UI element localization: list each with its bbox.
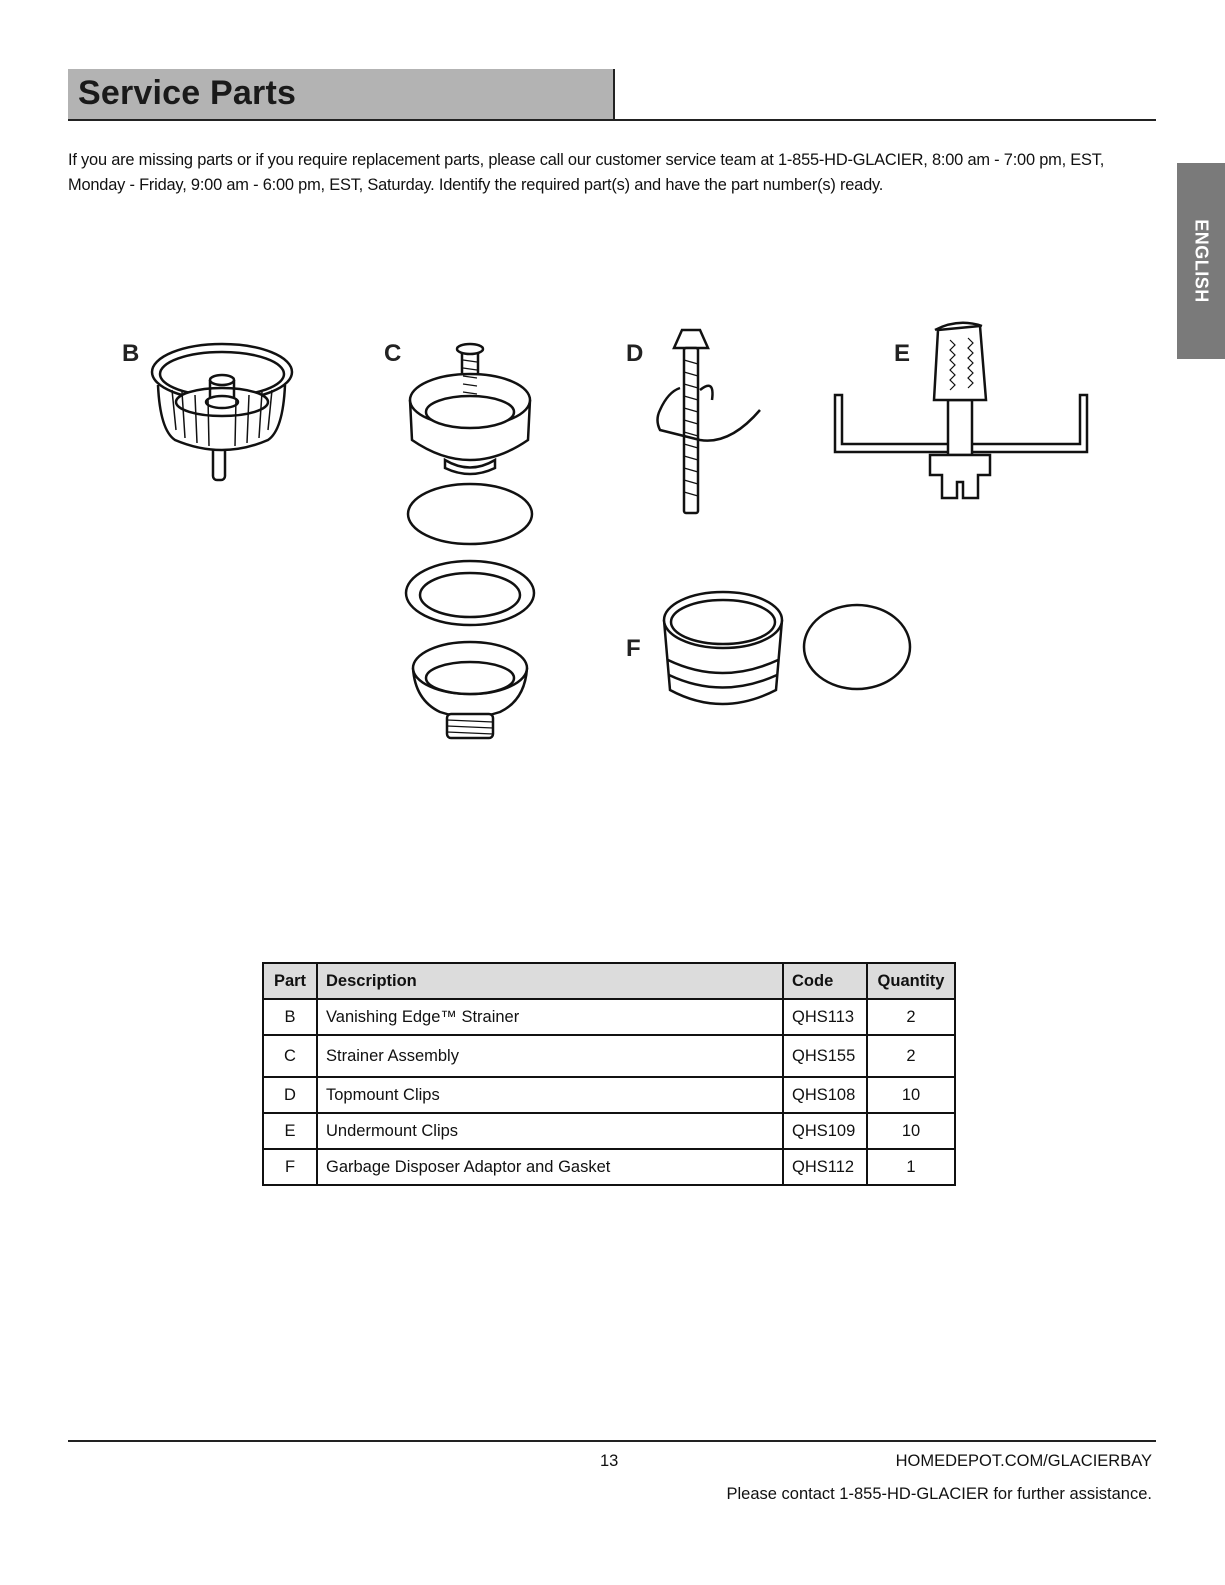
cell-code: QHS155	[783, 1035, 867, 1077]
intro-paragraph: If you are missing parts or if you require replacement parts, please call our customer service team at 1-855-HD-GLACIER, 8:00 am - 7:00 pm, EST, Monday - Friday, 9:00 am - 6:00 pm, EST, Saturday. Identify the required part(s) and have the part number(s) ready.	[68, 151, 1105, 194]
table-row	[263, 999, 955, 1035]
cell-code: QHS112	[783, 1149, 867, 1185]
cell-code: QHS108	[783, 1077, 867, 1113]
header-code: Code	[783, 963, 867, 999]
language-tab-label: ENGLISH	[1191, 219, 1212, 303]
figure-label-b: B	[122, 340, 140, 367]
cell-quantity: 2	[867, 999, 955, 1035]
table-row	[263, 1149, 955, 1185]
header-description: Description	[317, 963, 783, 999]
cell-quantity: 10	[867, 1113, 955, 1149]
figure-label-d: D	[626, 340, 644, 367]
topmount-clip-drawing	[658, 330, 761, 513]
cell-quantity: 10	[867, 1077, 955, 1113]
cell-quantity: 1	[867, 1149, 955, 1185]
figure-label-c: C	[384, 340, 402, 367]
page-number: 13	[600, 1452, 619, 1470]
table-header-row	[263, 963, 955, 999]
footer-contact: Please contact 1-855-HD-GLACIER for further assistance.	[726, 1485, 1152, 1503]
strainer-assembly-drawing	[406, 344, 534, 738]
cell-description: Topmount Clips	[317, 1077, 783, 1113]
cell-description: Garbage Disposer Adaptor and Gasket	[317, 1149, 783, 1185]
cell-part: B	[263, 999, 317, 1035]
cell-description: Vanishing Edge™ Strainer	[317, 999, 783, 1035]
undermount-clip-drawing	[835, 323, 1087, 498]
header-part: Part	[263, 963, 317, 999]
cell-quantity: 2	[867, 1035, 955, 1077]
footer-website: HOMEDEPOT.COM/GLACIERBAY	[895, 1452, 1152, 1470]
cell-part: D	[263, 1077, 317, 1113]
cell-part: C	[263, 1035, 317, 1077]
cell-part: E	[263, 1113, 317, 1149]
disposer-adaptor-drawing	[664, 592, 910, 704]
cell-code: QHS113	[783, 999, 867, 1035]
service-parts-table	[262, 962, 956, 1186]
table-row	[263, 1077, 955, 1113]
cell-description: Undermount Clips	[317, 1113, 783, 1149]
figure-label-f: F	[626, 635, 641, 662]
figure-label-e: E	[894, 340, 911, 367]
cell-code: QHS109	[783, 1113, 867, 1149]
strainer-basket-drawing	[152, 344, 292, 480]
page-title: Service Parts	[78, 74, 297, 112]
table-row	[263, 1113, 955, 1149]
cell-description: Strainer Assembly	[317, 1035, 783, 1077]
header-quantity: Quantity	[867, 963, 955, 999]
footer-rule	[68, 1440, 1156, 1442]
table-row	[263, 1035, 955, 1077]
cell-part: F	[263, 1149, 317, 1185]
